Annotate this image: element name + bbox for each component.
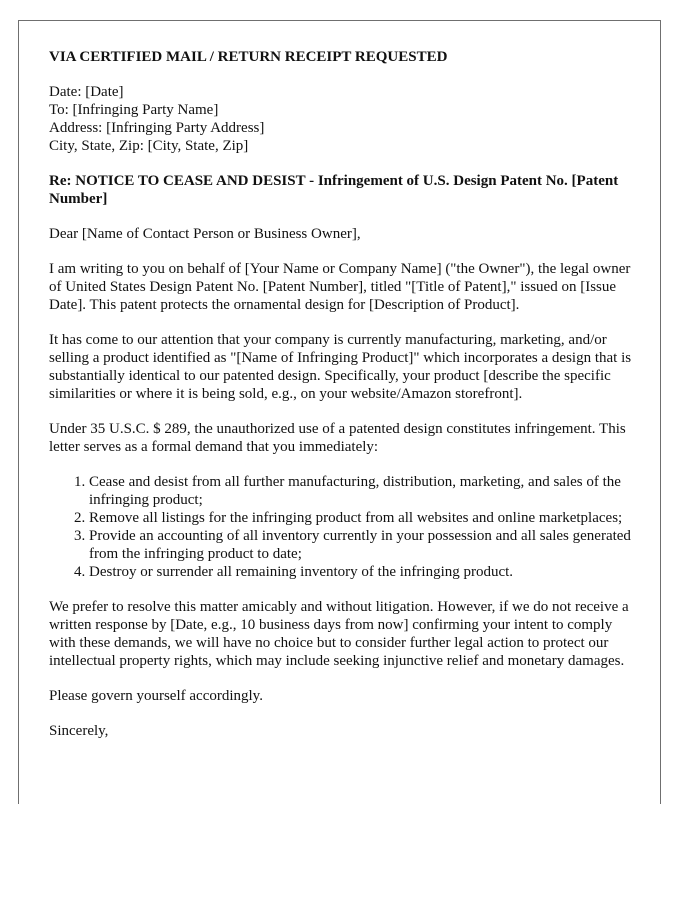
demand-item: 3. Provide an accounting of all inventory currently in your possession and all sales generated from the infringing product to date; [89,527,641,563]
govern-paragraph: Please govern yourself accordingly. [49,688,263,704]
closing-line: Sincerely, [49,723,109,739]
demand-item: 1. Cease and desist from all further manufacturing, distribution, marketing, and sales of the infringing product; [89,473,641,509]
subject-line: Re: NOTICE TO CEASE AND DESIST - Infringement of U.S. Design Patent No. [Patent Number] [49,173,619,207]
recipient-name-line: To: [Infringing Party Name] [49,102,219,118]
demand-item: 2. Remove all listings for the infringing product from all websites and online marketplaces; [89,509,641,527]
resolution-paragraph: We prefer to resolve this matter amicably and without litigation. However, if we do not receive a written response by [Date, e.g., 10 business days from now] confirming your intent to comply with these demands, we will have no choice but to consider further legal action to protect our intellectual property rights, which may include seeking injunctive relief and monetary damages. [49,599,629,669]
infringement-paragraph: It has come to our attention that your company is currently manufacturing, marketing, and/or selling a product identified as "[Name of Infringing Product]" which incorporates a design that is substantially identical to our patented design. Specifically, your product [describe the specific similarities or where it is being sold, e.g., on your website/Amazon storefront]. [49,332,632,402]
recipient-city-line: City, State, Zip: [City, State, Zip] [49,138,249,154]
recipient-block [49,83,641,155]
date-line: Date: [Date] [49,84,124,100]
letter-body [49,48,641,740]
legal-basis-paragraph: Under 35 U.S.C. $ 289, the unauthorized use of a patented design constitutes infringement. This letter serves as a formal demand that you immediately: [49,421,626,455]
demand-item: 4. Destroy or surrender all remaining inventory of the infringing product. [89,563,641,581]
demands-list [49,473,641,581]
delivery-method-heading: VIA CERTIFIED MAIL / RETURN RECEIPT REQUESTED [49,49,448,65]
salutation: Dear [Name of Contact Person or Business Owner], [49,226,361,242]
recipient-address-line: Address: [Infringing Party Address] [49,120,265,136]
letter-page [18,20,661,804]
intro-paragraph: I am writing to you on behalf of [Your Name or Company Name] ("the Owner"), the legal owner of United States Design Patent No. [Patent Number], titled "[Title of Patent]," issued on [Issue Date]. This patent protects the ornamental design for [Description of Product]. [49,261,631,313]
